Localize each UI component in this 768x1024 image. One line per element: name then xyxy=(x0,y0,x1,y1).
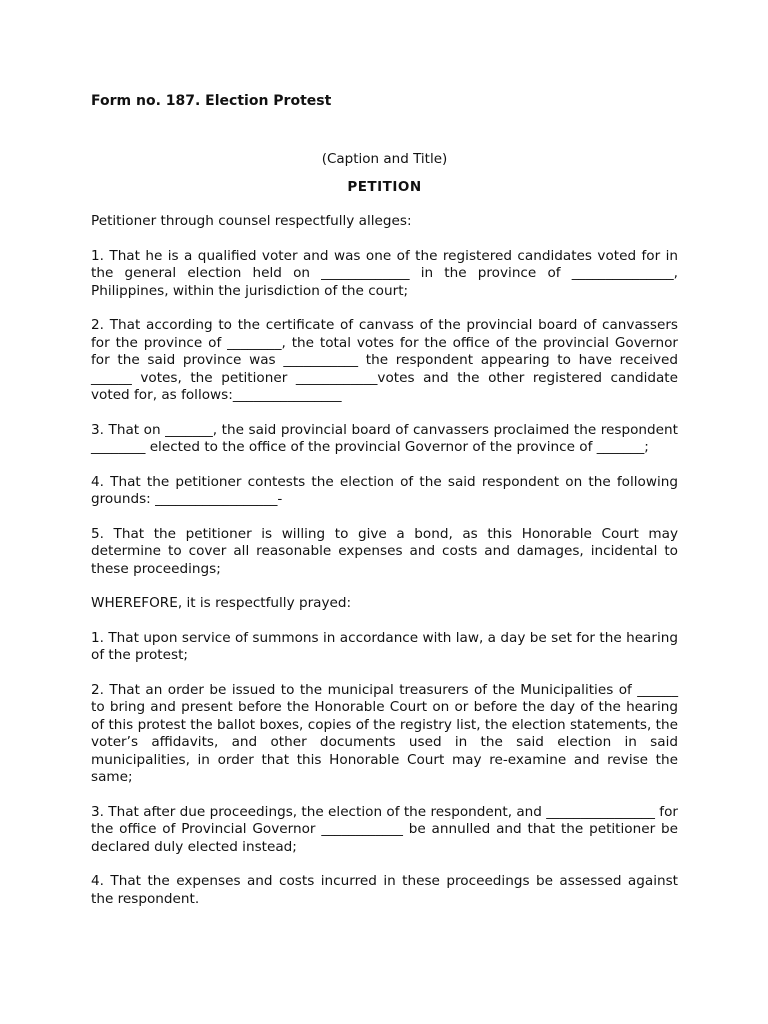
prayer-4: 4. That the expenses and costs incurred in these proceedings be assessed against the respondent. xyxy=(91,873,678,907)
allegation-4: 4. That the petitioner contests the election of the said respondent on the following grounds: __________________- xyxy=(91,473,678,507)
document-body xyxy=(91,213,678,908)
caption-placeholder: (Caption and Title) xyxy=(321,151,448,167)
allegation-2: 2. That according to the certificate of canvass of the provincial board of canvassers for the province of ________, the total votes for the office of the provincial Governor for the said province was ___________ the respondent appearing to have received ______ votes, the petitioner ____________votes and the other registered candidate voted for, as follows:________________ xyxy=(91,317,678,403)
allegation-1: 1. That he is a qualified voter and was one of the registered candidates voted for in the general election held on _____________ in the province of _______________, Philippines, within the jurisdiction of the court; xyxy=(91,247,678,299)
form-title: Form no. 187. Election Protest xyxy=(91,93,332,109)
allegation-5: 5. That the petitioner is willing to give a bond, as this Honorable Court may determine to cover all reasonable expenses and costs and damages, incidental to these proceedings; xyxy=(91,525,678,577)
prayer-intro: WHEREFORE, it is respectfully prayed: xyxy=(91,595,352,611)
prayer-1: 1. That upon service of summons in accordance with law, a day be set for the hearing of the protest; xyxy=(91,629,678,663)
intro-paragraph: Petitioner through counsel respectfully alleges: xyxy=(91,213,412,229)
petition-heading: PETITION xyxy=(347,179,422,195)
allegation-3: 3. That on _______, the said provincial board of canvassers proclaimed the respondent ________ elected to the office of the provincial Governor of the province of _______; xyxy=(91,421,678,455)
prayer-3: 3. That after due proceedings, the election of the respondent, and ________________ for the office of Provincial Governor ____________ be annulled and that the petitioner be declared duly elected instead; xyxy=(91,803,678,855)
prayer-2: 2. That an order be issued to the municipal treasurers of the Municipalities of ______ to bring and present before the Honorable Court on or before the day of the hearing of this protest the ballot boxes, copies of the registry list, the election statements, the voter’s affidavits, and other documents used in the said election in said municipalities, in order that this Honorable Court may re-examine and revise the same; xyxy=(91,681,678,785)
